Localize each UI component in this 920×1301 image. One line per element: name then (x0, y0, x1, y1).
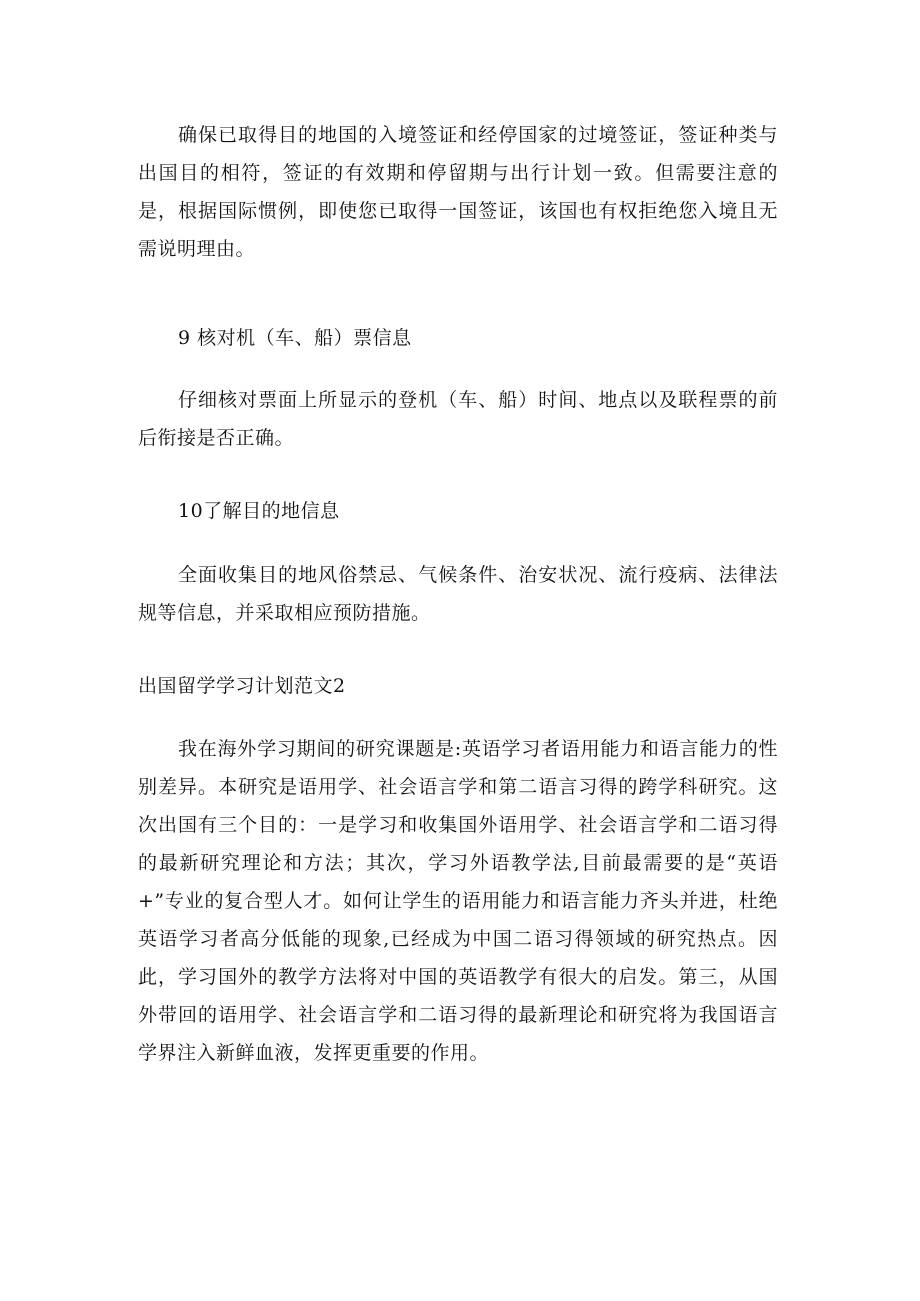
heading-destination-info: 10了解目的地信息 (178, 500, 340, 522)
paragraph-visa: 确保已取得目的地国的入境签证和经停国家的过境签证，签证种类与出国目的相符，签证的有效期和停留期与出行计划一致。但需要注意的是，根据国际惯例，即使您已取得一国签证，该国也有权拒绝您入境且无需说明理由。 (138, 124, 778, 260)
paragraph-study-plan: 我在海外学习期间的研究课题是:英语学习者语用能力和语言能力的性别差异。本研究是语用学、社会语言学和第二语言习得的跨学科研究。这次出国有三个目的：一是学习和收集国外语用学、社会语言学和二语习得的最新研究理论和方法；其次，学习外语教学法,目前最需要的是“英语+”专业的复合型人才。如何让学生的语用能力和语言能力齐头并进，杜绝英语学习者高分低能的现象,已经成为中国二语习得领域的研究热点。因此，学习国外的教学方法将对中国的英语教学有很大的启发。第三，从国外带回的语用学、社会语言学和二语习得的最新理论和研究将为我国语言学界注入新鲜血液，发挥更重要的作用。 (138, 738, 778, 1064)
paragraph-destination: 全面收集目的地风俗禁忌、气候条件、治安状况、流行疫病、法律法规等信息，并采取相应预防措施。 (138, 564, 778, 624)
paragraph-ticket: 仔细核对票面上所显示的登机（车、船）时间、地点以及联程票的前后衔接是否正确。 (138, 389, 778, 449)
heading-ticket-check: 9 核对机（车、船）票信息 (178, 327, 412, 349)
section-title: 出国留学学习计划范文2 (138, 675, 346, 697)
